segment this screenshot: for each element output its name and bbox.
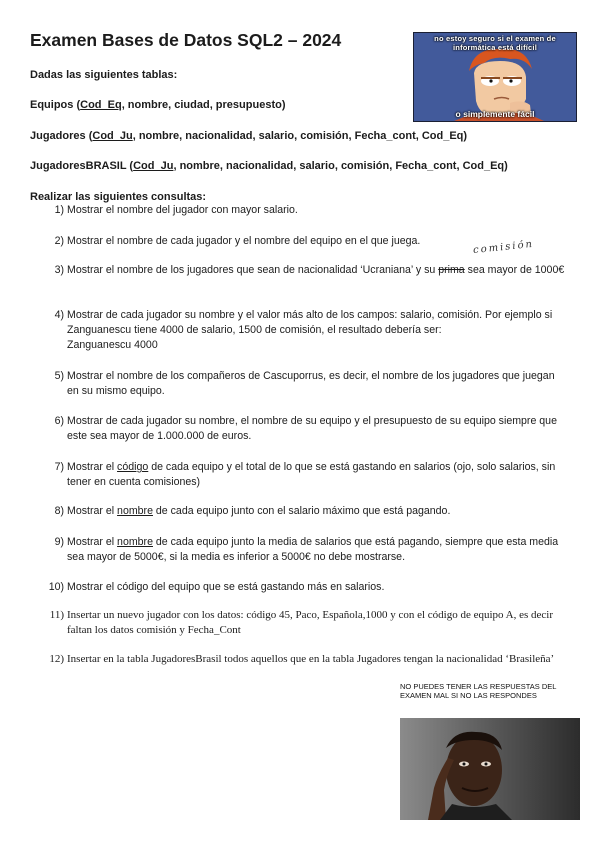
- question-number: 7): [54, 461, 64, 473]
- intro-text: Dadas las siguientes tablas:: [30, 69, 178, 81]
- underlined-word: nombre: [117, 505, 153, 517]
- table-def-equipos: Equipos (Cod_Eq, nombre, ciudad, presupuesto): [30, 99, 286, 111]
- question-text: Mostrar el nombre de cada jugador y el nombre del equipo en el que juega.: [67, 235, 421, 247]
- question-text: Mostrar el nombre del jugador con mayor salario.: [67, 204, 298, 216]
- question-text: Mostrar de cada jugador su nombre y el valor más alto de los campos: salario, comisión. Por ejemplo si Zanguanescu tiene 4000 de salario, 1500 de comisión, el resultado debería ser:: [67, 309, 553, 336]
- question-item: [48, 308, 568, 353]
- question-text: Mostrar el nombre de los jugadores que sean de nacionalidad ‘Ucraniana’ y su prima sea mayor de 1000€: [67, 264, 565, 276]
- question-text: Mostrar el código del equipo que se está gastando más en salarios.: [67, 581, 385, 593]
- question-number: 10): [48, 581, 64, 593]
- question-item: [48, 504, 568, 519]
- table-name: Equipos: [30, 99, 74, 111]
- table-name: Jugadores: [30, 130, 86, 142]
- question-text: Insertar en la tabla JugadoresBrasil todos aquellos que en la tabla Jugadores tengan la nacionalidad ‘Brasileña’: [67, 653, 555, 665]
- meme-caption: NO PUEDES TENER LAS RESPUESTAS DEL EXAMEN MAL SI NO LAS RESPONDES: [400, 682, 557, 700]
- table-def-jugadores: Jugadores (Cod_Ju, nombre, nacionalidad, salario, comisión, Fecha_cont, Cod_Eq): [30, 130, 468, 142]
- table-columns: , nombre, ciudad, presupuesto): [121, 99, 286, 111]
- underlined-word: código: [117, 461, 149, 473]
- struck-word: prima: [438, 264, 465, 276]
- question-item: [48, 203, 568, 218]
- question-number: 5): [54, 370, 64, 382]
- table-columns: , nombre, nacionalidad, salario, comisión, Fecha_cont, Cod_Eq): [173, 160, 508, 172]
- table-columns: , nombre, nacionalidad, salario, comisión, Fecha_cont, Cod_Eq): [132, 130, 468, 142]
- question-item: [48, 652, 568, 667]
- primary-key: Cod_Eq: [80, 99, 122, 111]
- question-number: 3): [54, 264, 64, 276]
- consultas-heading: Realizar las siguientes consultas:: [30, 191, 207, 203]
- thinking-man-illustration: [400, 718, 580, 820]
- question-number: 2): [54, 235, 64, 247]
- question-item: [48, 608, 568, 638]
- question-number: 1): [54, 204, 64, 216]
- meme-top-caption: no estoy seguro si el examen de informática está difícil: [434, 34, 556, 52]
- question-number: 8): [54, 505, 64, 517]
- question-text: Mostrar el nombre de cada equipo junto la media de salarios que está pagando, siempre que esta media sea mayor de 5000€, si la media es inferior a 5000€ no debe mostrarse.: [67, 536, 559, 563]
- question-item: [48, 369, 568, 399]
- question-number: 12): [49, 653, 64, 665]
- question-item: [48, 580, 568, 595]
- table-name: JugadoresBRASIL: [30, 160, 127, 172]
- question-text: Insertar un nuevo jugador con los datos: código 45, Paco, Española,1000 y con el código de equipo A, es decir faltan los datos comisión y Fecha_Cont: [67, 609, 554, 636]
- table-def-jugadoresbrasil: JugadoresBRASIL (Cod_Ju, nombre, nacionalidad, salario, comisión, Fecha_cont, Cod_Eq): [30, 160, 508, 172]
- question-item: [48, 460, 568, 490]
- question-number: 4): [54, 309, 64, 321]
- question-text: Mostrar el código de cada equipo y el total de lo que se está gastando en salarios (ojo, solo salarios, sin tener en cuenta comisiones): [67, 461, 556, 488]
- question-number: 9): [54, 536, 64, 548]
- primary-key: Cod_Ju: [133, 160, 174, 172]
- meme-bottom-caption: o simplemente fácil: [455, 109, 535, 119]
- page-title: Examen Bases de Datos SQL2 – 2024: [30, 30, 342, 50]
- question-text: Mostrar el nombre de cada equipo junto con el salario máximo que está pagando.: [67, 505, 451, 517]
- question-example: Zanguanescu 4000: [67, 339, 158, 351]
- question-item: [48, 263, 568, 278]
- question-item: [48, 414, 568, 444]
- question-number: 6): [54, 415, 64, 427]
- meme-image-fry: [413, 32, 577, 122]
- question-item: [48, 535, 568, 565]
- primary-key: Cod_Ju: [92, 130, 133, 142]
- question-text: Mostrar el nombre de los compañeros de Cascuporrus, es decir, el nombre de los jugadores que juegan en su mismo equipo.: [67, 370, 555, 397]
- handwritten-correction: comisión: [472, 238, 535, 257]
- question-number: 11): [49, 609, 64, 621]
- meme-image-thinking-man: [400, 718, 580, 820]
- underlined-word: nombre: [117, 536, 153, 548]
- question-text: Mostrar de cada jugador su nombre, el nombre de su equipo y el presupuesto de su equipo siempre que este sea mayor de 1.000.000 de euros.: [67, 415, 557, 442]
